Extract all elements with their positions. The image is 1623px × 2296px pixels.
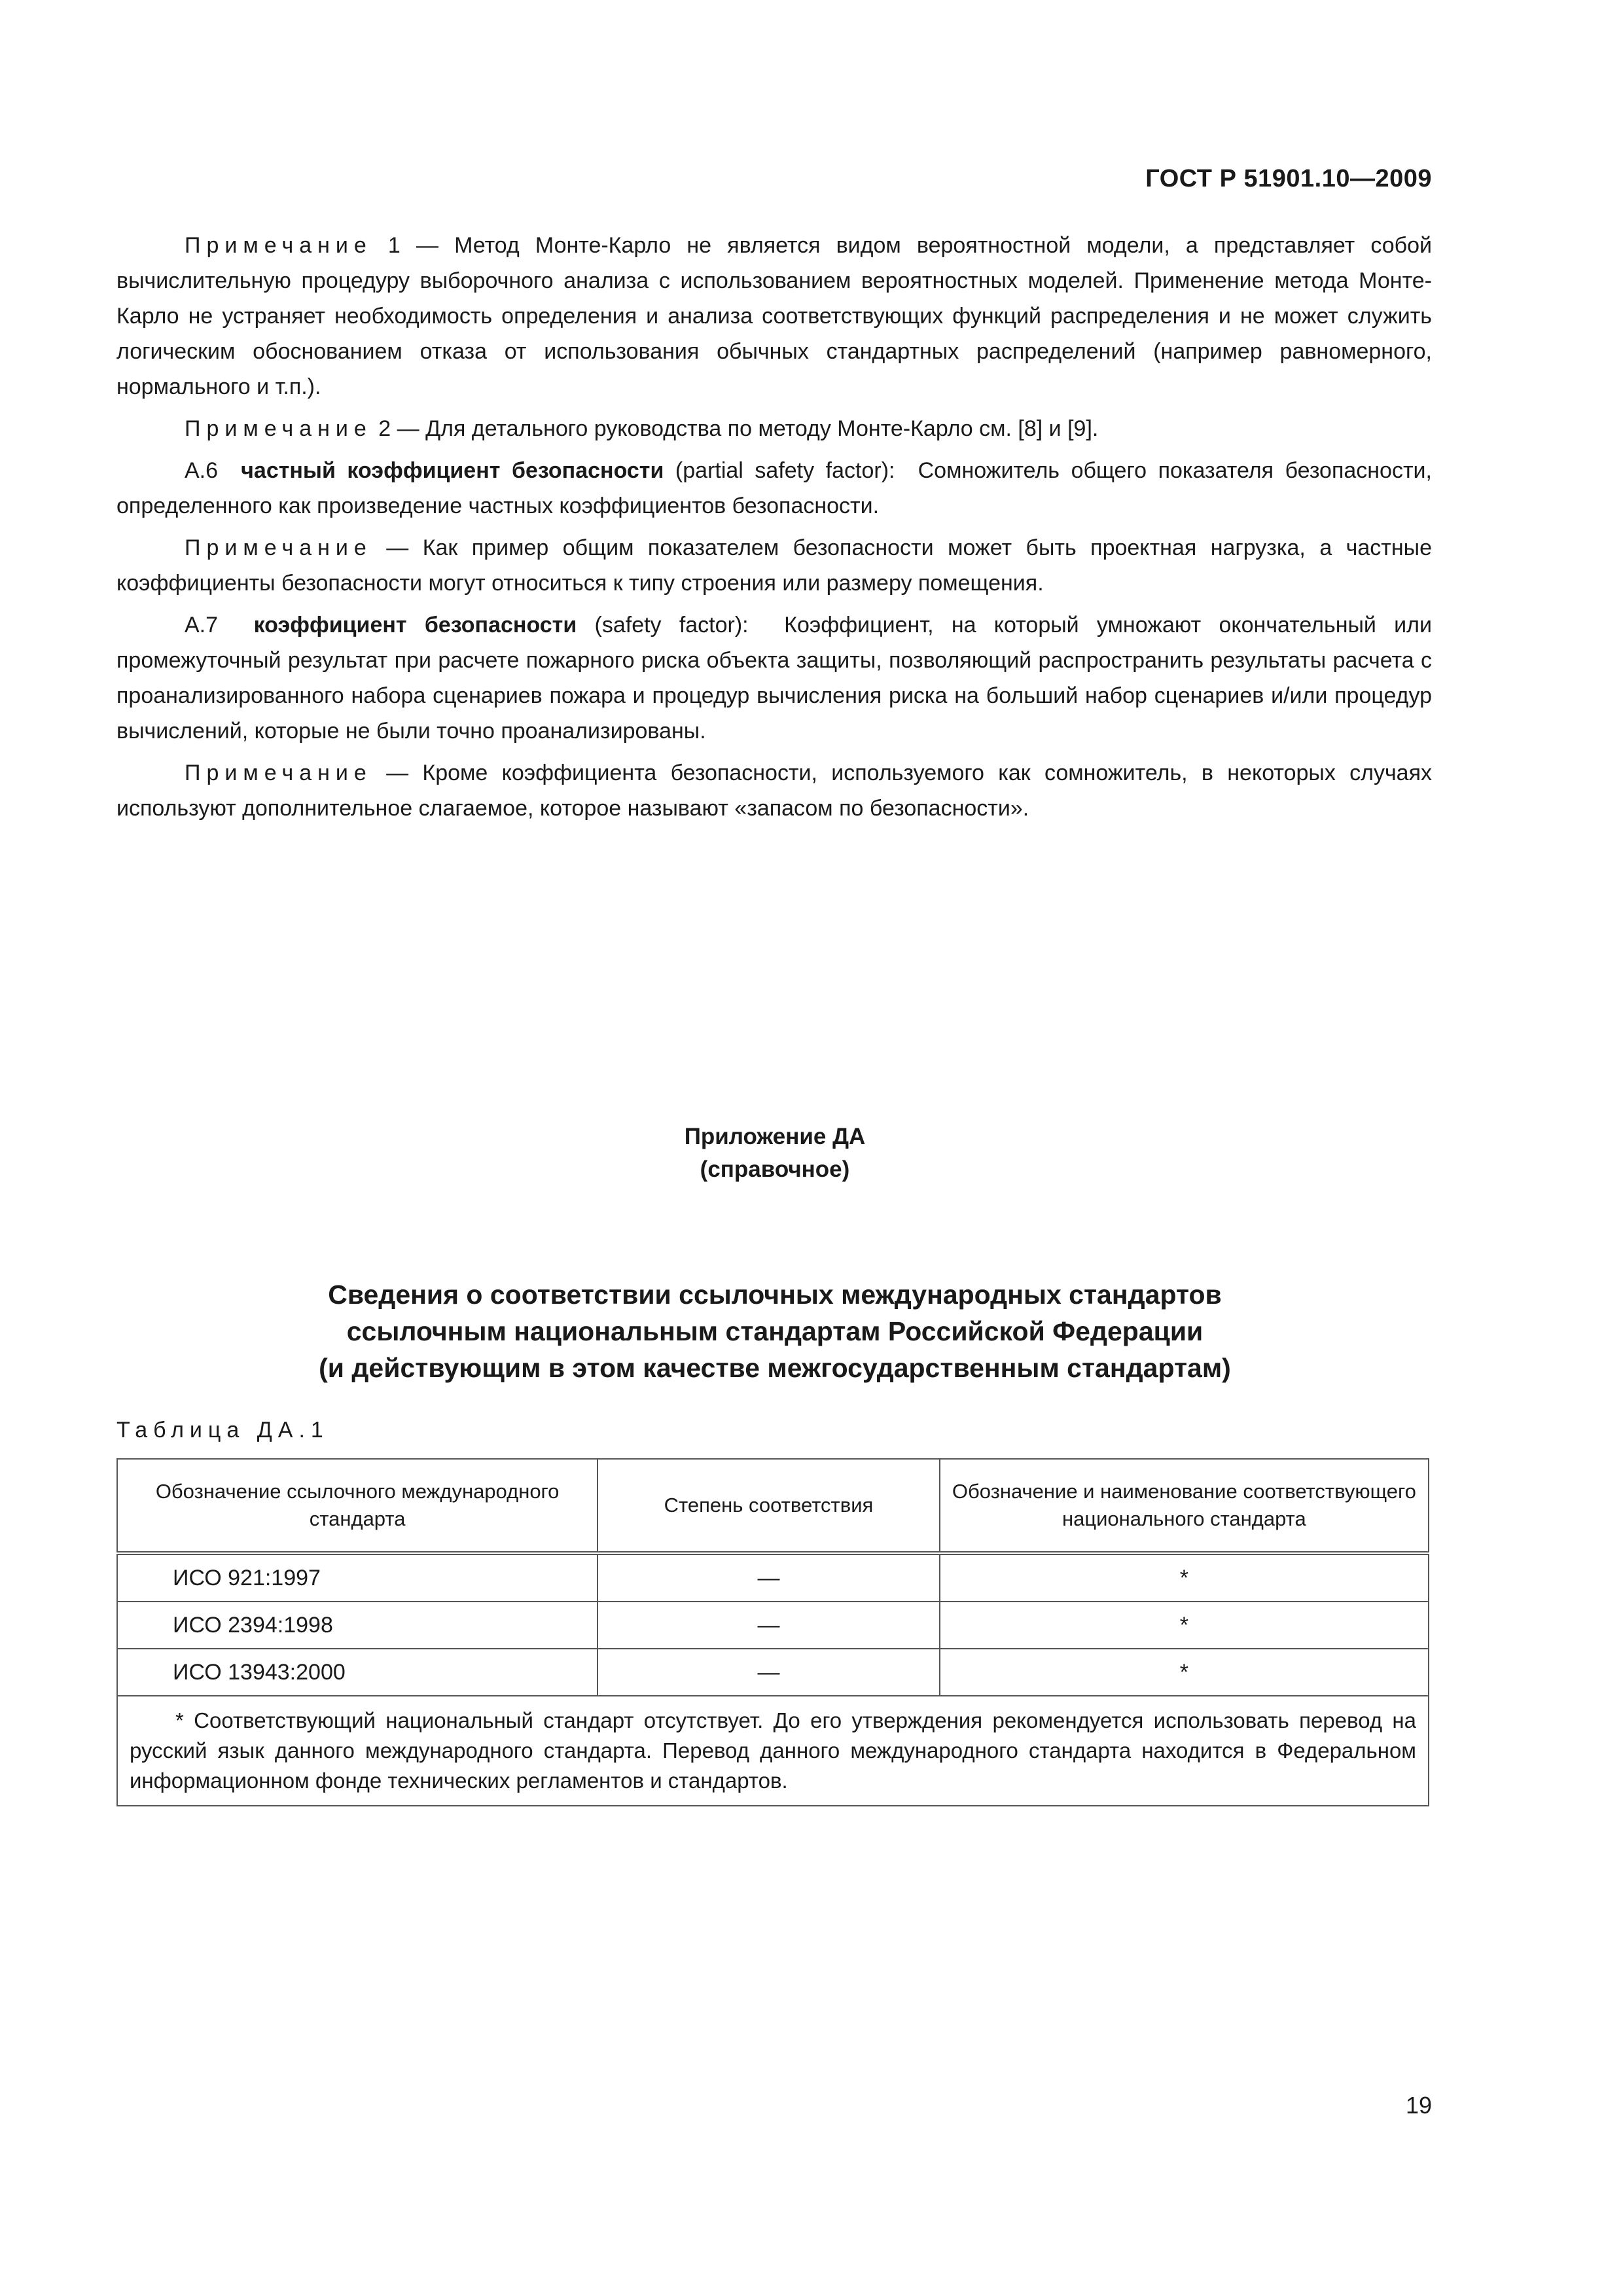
table-label: Таблица ДА.1 bbox=[116, 1418, 329, 1443]
note-label: Примечание bbox=[185, 416, 372, 441]
table-cell: * bbox=[940, 1553, 1429, 1602]
note-text: — Кроме коэффициента безопасности, используемого как сомножитель, в некоторых случаях используют дополнительное слагаемое, которое называют «запасом по безопасности». bbox=[116, 761, 1432, 821]
appendix-kind: (справочное) bbox=[700, 1157, 850, 1182]
column-header: Обозначение ссылочного международного стандарта bbox=[117, 1459, 597, 1553]
appendix-heading bbox=[0, 1121, 1550, 1186]
table-cell: ИСО 921:1997 bbox=[117, 1553, 597, 1602]
definition-english: (safety factor): bbox=[594, 613, 749, 637]
document-code: ГОСТ Р 51901.10—2009 bbox=[1145, 165, 1432, 192]
page-number: 19 bbox=[1405, 2092, 1432, 2119]
note-text: — Как пример общим показателем безопасности может быть проектная нагрузка, а частные коэффициенты безопасности могут относиться к типу строения или размеру помещения. bbox=[116, 535, 1433, 596]
table-cell: * bbox=[940, 1649, 1429, 1696]
appendix-title-line: (и действующим в этом качестве межгосударственным стандартам) bbox=[319, 1353, 1231, 1383]
table-cell: * bbox=[940, 1602, 1429, 1649]
note-2 bbox=[116, 411, 1432, 446]
note-number: 2 bbox=[378, 416, 391, 441]
column-header: Обозначение и наименование соответствующего национального стандарта bbox=[940, 1459, 1429, 1553]
definition-a7 bbox=[116, 607, 1432, 749]
definition-number: A.6 bbox=[185, 458, 219, 483]
table-row bbox=[117, 1553, 1429, 1602]
footnote-text: * Соответствующий национальный стандарт отсутствует. До его утверждения рекомендуется использовать перевод на русский язык данного международного стандарта. Перевод данного международного стандарта находится в Федеральном информационном фонде технических регламентов и стандартов. bbox=[130, 1708, 1416, 1793]
table-row bbox=[117, 1649, 1429, 1696]
appendix-title-line: ссылочным национальным стандартам Российской Федерации bbox=[346, 1316, 1204, 1346]
note-number: 1 bbox=[387, 233, 401, 258]
definition-a6 bbox=[116, 453, 1432, 524]
table-cell: ИСО 2394:1998 bbox=[117, 1602, 597, 1649]
table-header-row bbox=[117, 1459, 1429, 1553]
table-footnote-row bbox=[117, 1696, 1429, 1806]
definition-text: Сомножитель общего показателя безопасности, определенного как произведение частных коэффициентов безопасности. bbox=[116, 458, 1432, 518]
note-1 bbox=[116, 228, 1432, 404]
definition-number: A.7 bbox=[185, 613, 219, 637]
definition-a7-note bbox=[116, 755, 1432, 826]
standards-table bbox=[116, 1458, 1429, 1806]
definition-a6-note bbox=[116, 530, 1432, 601]
appendix-label: Приложение ДА bbox=[684, 1124, 866, 1149]
note-label: Примечание bbox=[185, 233, 372, 258]
definition-text: Коэффициент, на который умножают окончательный или промежуточный результат при расчете пожарного риска объекта защиты, позволяющий распространить результаты расчета с проанализированного набора сценариев пожара и процедур вычисления риска на больший набор сценариев и/или процедур вычислений, которые не были точно проанализированы. bbox=[116, 613, 1433, 744]
note-label: Примечание bbox=[185, 761, 372, 785]
table-row bbox=[117, 1602, 1429, 1649]
note-dash: — bbox=[391, 416, 426, 441]
appendix-title bbox=[0, 1276, 1550, 1386]
definition-term: частный коэффициент безопасности bbox=[241, 458, 664, 483]
table-footnote bbox=[117, 1696, 1429, 1806]
table-cell: ИСО 13943:2000 bbox=[117, 1649, 597, 1696]
column-header: Степень соответствия bbox=[597, 1459, 940, 1553]
note-text: Метод Монте-Карло не является видом вероятностной модели, а представляет собой вычислительную процедуру выборочного анализа с использованием вероятностных моделей. Применение метода Монте-Карло не устраняет необходимость определения и анализа соответствующих функций распределения и не может служить логическим обоснованием отказа от использования обычных стандартных распределений (например равномерного, нормального и т.п.). bbox=[116, 233, 1432, 399]
definition-term: коэффициент безопасности bbox=[253, 613, 577, 637]
table-cell: — bbox=[597, 1602, 940, 1649]
note-text: Для детального руководства по методу Монте-Карло см. [8] и [9]. bbox=[425, 416, 1099, 441]
note-dash: — bbox=[400, 233, 455, 258]
table-cell: — bbox=[597, 1553, 940, 1602]
body-text bbox=[116, 228, 1432, 833]
definition-english: (partial safety factor): bbox=[675, 458, 895, 483]
note-label: Примечание bbox=[185, 535, 372, 560]
table-cell: — bbox=[597, 1649, 940, 1696]
appendix-title-line: Сведения о соответствии ссылочных международных стандартов bbox=[328, 1280, 1222, 1310]
